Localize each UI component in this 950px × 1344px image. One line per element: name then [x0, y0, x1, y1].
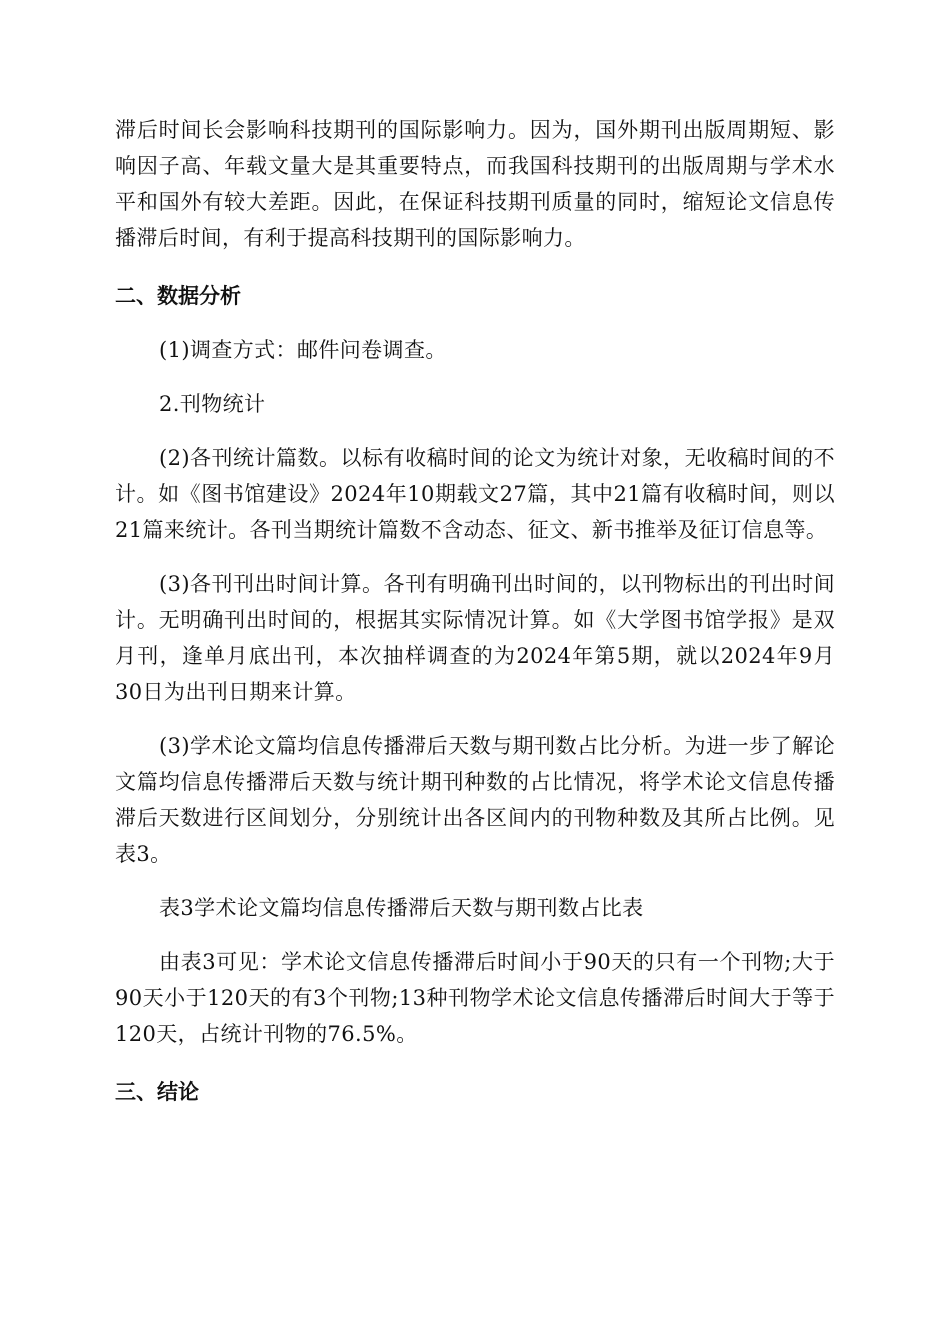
table-caption: 表3学术论文篇均信息传播滞后天数与期刊数占比表: [159, 896, 644, 920]
paragraph-article-count: (2)各刊统计篇数。以标有收稿时间的论文为统计对象，无收稿时间的不计。如《图书馆建设》2024年10期载文27篇，其中21篇有收稿时间，则以21篇来统计。各刊当期统计篇数不含动态、征文、新书推举及征订信息等。: [115, 446, 835, 542]
paragraph-intro: 滞后时间长会影响科技期刊的国际影响力。因为，国外期刊出版周期短、影响因子高、年载文量大是其重要特点，而我国科技期刊的出版周期与学术水平和国外有较大差距。因此，在保证科技期刊质量的同时，缩短论文信息传播滞后时间，有利于提高科技期刊的国际影响力。: [115, 118, 835, 250]
paragraph-table-conclusion: 由表3可见：学术论文信息传播滞后时间小于90天的只有一个刊物;大于90天小于120天的有3个刊物;13种刊物学术论文信息传播滞后时间大于等于120天，占统计刊物的76.5%。: [115, 950, 835, 1046]
section-heading-data-analysis: 二、数据分析: [115, 284, 241, 308]
paragraph-survey-method: (1)调查方式：邮件问卷调查。: [159, 338, 447, 362]
document-page: [115, 112, 835, 1110]
paragraph-lag-analysis: (3)学术论文篇均信息传播滞后天数与期刊数占比分析。为进一步了解论文篇均信息传播滞后天数与统计期刊种数的占比情况，将学术论文信息传播滞后天数进行区间划分，分别统计出各区间内的刊物种数及其所占比例。见表3。: [115, 734, 835, 866]
paragraph-journal-stats: 2.刊物统计: [159, 392, 266, 416]
paragraph-publication-time: (3)各刊刊出时间计算。各刊有明确刊出时间的，以刊物标出的刊出时间计。无明确刊出时间的，根据其实际情况计算。如《大学图书馆学报》是双月刊，逢单月底出刊，本次抽样调查的为2024年第5期，就以2024年9月30日为出刊日期来计算。: [115, 572, 835, 704]
section-heading-conclusion: 三、结论: [115, 1080, 199, 1104]
